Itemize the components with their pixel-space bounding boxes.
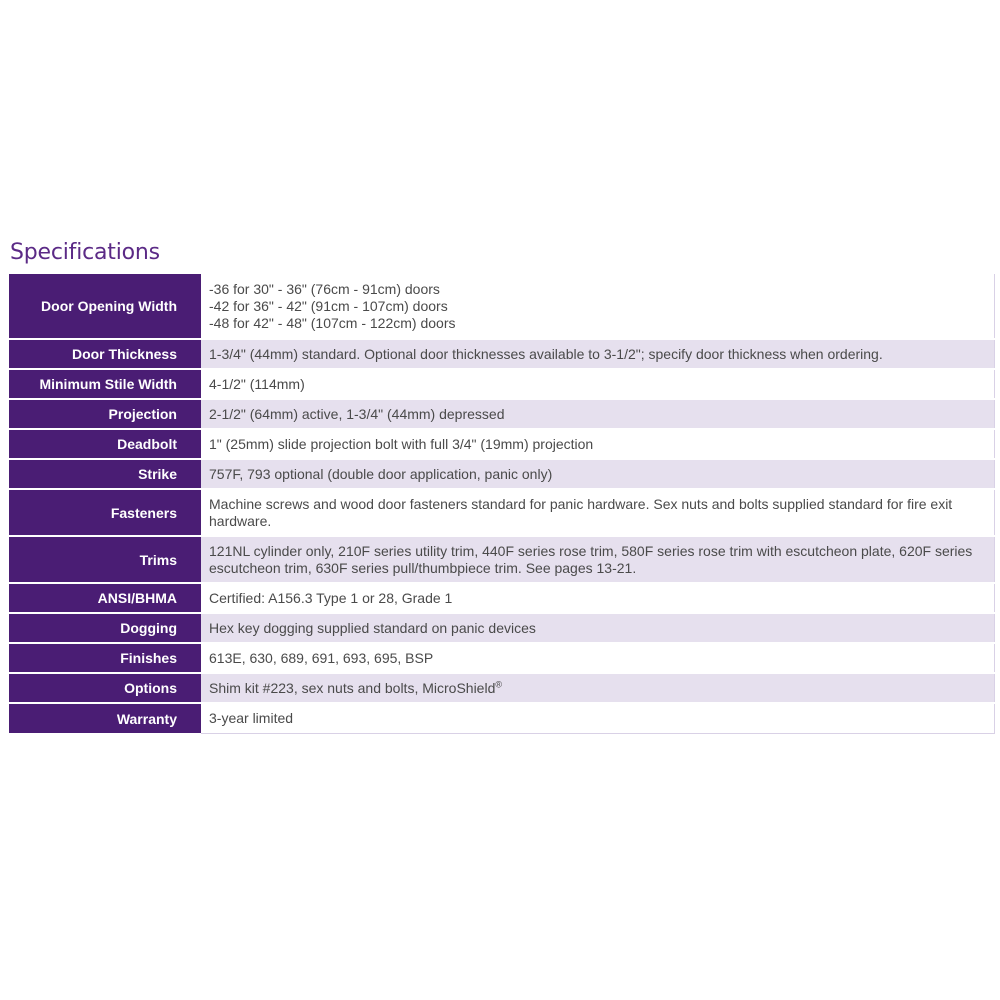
spec-value-line	[209, 590, 986, 607]
specifications-table	[9, 272, 995, 734]
spec-label: Warranty	[9, 703, 201, 733]
spec-value-line	[209, 376, 986, 393]
spec-label: Strike	[9, 459, 201, 489]
spec-value-line	[209, 298, 986, 315]
specifications-heading: Specifications	[10, 240, 160, 265]
spec-value-line	[209, 406, 986, 423]
spec-value-line	[209, 543, 986, 577]
spec-value-line	[209, 346, 986, 363]
spec-value-line	[209, 680, 986, 697]
spec-value-line	[209, 496, 986, 530]
spec-value	[201, 339, 995, 369]
spec-label: ANSI/BHMA	[9, 583, 201, 613]
spec-row	[9, 459, 995, 489]
spec-value-text: 2-1/2" (64mm) active, 1-3/4" (44mm) depressed	[209, 405, 505, 422]
spec-value-line	[209, 650, 986, 667]
spec-row	[9, 536, 995, 583]
spec-value-text: 1" (25mm) slide projection bolt with full 3/4" (19mm) projection	[209, 435, 594, 452]
spec-row	[9, 399, 995, 429]
spec-value-text: Shim kit #223, sex nuts and bolts, MicroShield	[209, 679, 496, 696]
spec-value-text: Machine screws and wood door fasteners standard for panic hardware. Sex nuts and bolts supplied standard for fire exit hardware.	[209, 495, 953, 529]
spec-value-text: Hex key dogging supplied standard on panic devices	[209, 619, 536, 636]
spec-value	[201, 643, 995, 673]
spec-value-line	[209, 620, 986, 637]
spec-value-line	[209, 436, 986, 453]
spec-value-text: 121NL cylinder only, 210F series utility trim, 440F series rose trim, 580F series rose trim with escutcheon plate, 620F series escutcheon trim, 630F series pull/thumbpiece trim. See pages 13-21.	[209, 542, 973, 576]
spec-label: Projection	[9, 399, 201, 429]
spec-row	[9, 613, 995, 643]
spec-row	[9, 369, 995, 399]
spec-row	[9, 339, 995, 369]
spec-value	[201, 673, 995, 703]
spec-label: Door Thickness	[9, 339, 201, 369]
spec-label: Options	[9, 673, 201, 703]
spec-value-line	[209, 315, 986, 332]
spec-value	[201, 459, 995, 489]
spec-value	[201, 273, 995, 339]
spec-value-text: 3-year limited	[209, 709, 294, 726]
spec-value-text: -36 for 30" - 36" (76cm - 91cm) doors	[209, 280, 440, 297]
spec-value	[201, 429, 995, 459]
spec-label: Minimum Stile Width	[9, 369, 201, 399]
spec-value-text: -42 for 36" - 42" (91cm - 107cm) doors	[209, 297, 448, 314]
registered-mark: ®	[495, 678, 503, 689]
spec-row	[9, 273, 995, 339]
spec-label: Trims	[9, 536, 201, 583]
spec-value	[201, 489, 995, 536]
spec-row	[9, 703, 995, 733]
spec-row	[9, 673, 995, 703]
spec-value-text: 4-1/2" (114mm)	[209, 375, 305, 392]
spec-value	[201, 399, 995, 429]
spec-value	[201, 613, 995, 643]
spec-row	[9, 429, 995, 459]
spec-value-line	[209, 281, 986, 298]
spec-value-text: 1-3/4" (44mm) standard. Optional door thicknesses available to 3-1/2"; specify door thickness when ordering.	[209, 345, 883, 362]
spec-value	[201, 583, 995, 613]
spec-value-text: -48 for 42" - 48" (107cm - 122cm) doors	[209, 314, 456, 331]
spec-label: Fasteners	[9, 489, 201, 536]
spec-value-text: 613E, 630, 689, 691, 693, 695, BSP	[209, 649, 434, 666]
spec-label: Finishes	[9, 643, 201, 673]
spec-row	[9, 489, 995, 536]
spec-value	[201, 703, 995, 733]
spec-value-line	[209, 710, 986, 727]
spec-value-text: Certified: A156.3 Type 1 or 28, Grade 1	[209, 589, 453, 606]
spec-row	[9, 643, 995, 673]
spec-label: Deadbolt	[9, 429, 201, 459]
spec-value	[201, 369, 995, 399]
spec-row	[9, 583, 995, 613]
spec-value-text: 757F, 793 optional (double door application, panic only)	[209, 465, 553, 482]
spec-label: Dogging	[9, 613, 201, 643]
specifications-table-body	[9, 273, 995, 733]
spec-value-line	[209, 466, 986, 483]
spec-value	[201, 536, 995, 583]
spec-label: Door Opening Width	[9, 273, 201, 339]
